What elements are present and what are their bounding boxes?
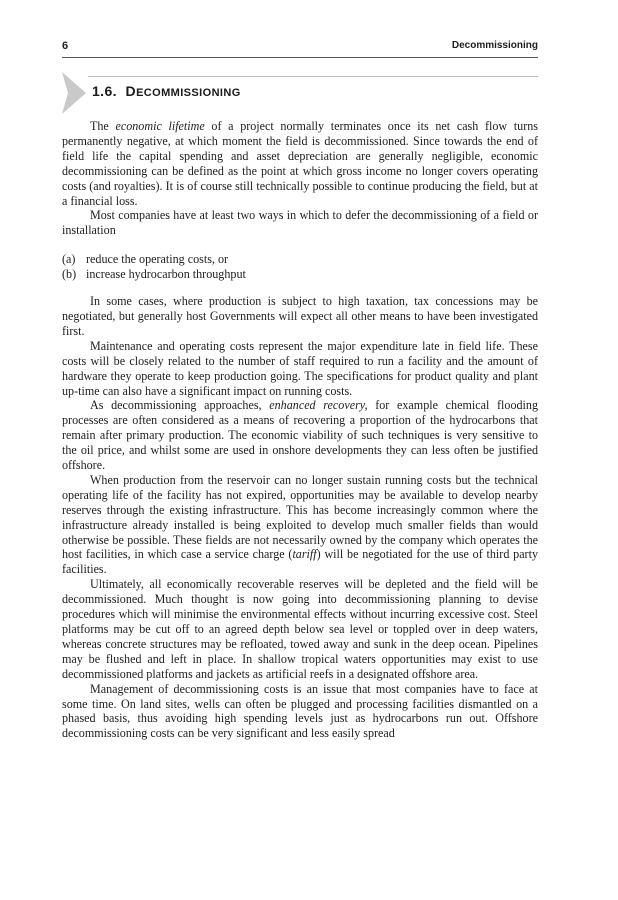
paragraph-1-text-a: The: [90, 119, 116, 133]
paragraph-6-text-b: ) will be negotiated for the use of third party facilities.: [62, 547, 538, 577]
term-enhanced-recovery: enhanced recovery,: [269, 398, 368, 413]
section-rule: [88, 76, 538, 77]
list-item-label: (b): [62, 267, 77, 282]
page-number: 6: [62, 40, 69, 52]
section-title-initial: D: [125, 83, 137, 99]
paragraph-1-text-b: of a project normally terminates once its net cash flow turns permanently negative, at which moment the field is decommissioned. Since towards the end of field life the capital spending and asset depreciation are generally negligible, economic decommissioning can be defined as the point at which gross income no longer covers operating costs (and royalties). It is of course still technically possible to continue producing the field, but at a financial loss.: [62, 119, 538, 208]
list-item: [62, 252, 538, 267]
paragraph-5: [62, 398, 538, 473]
term-tariff: tariff: [292, 547, 317, 562]
paragraph-8: Management of decommissioning costs is an issue that most companies have to face at some time. On land sites, wells can often be plugged and processing facilities dismantled on a phased basis, thus avoiding high spending levels just as hydrocarbons run out. Offshore decommissioning costs can be very significant and less easily spread: [62, 681, 538, 741]
paragraph-6: [62, 473, 538, 577]
list-item-text: reduce the operating costs, or: [86, 252, 229, 267]
page-header: [62, 40, 538, 54]
running-head: Decommissioning: [451, 40, 538, 51]
section-heading: [92, 83, 241, 99]
paragraph-5-text-b: for example chemical flooding processes are often considered as a means of recovering a proportion of the hydrocarbons that remain after primary production. The economic viability of such techniques is very sensitive to the oil price, and whilst some are used in onshore developments they can less often be justified offshore.: [62, 398, 538, 473]
paragraph-3: In some cases, where production is subject to high taxation, tax concessions may be negotiated, but generally host Governments will expect all other means to have been investigated first.: [62, 294, 538, 338]
paragraph-6-text-a: When production from the reservoir can no longer sustain running costs but the technical operating life of the facility has not expired, opportunities may be available to develop nearby reserves through the existing infrastructure. This has become increasingly common where the infrastructure already installed is being exploited to develop much smaller fields than would otherwise be possible. These fields are not necessarily owned by the company which operates the host facilities, in which case a service charge (: [62, 472, 538, 562]
list-item-text: increase hydrocarbon throughput: [86, 267, 246, 282]
term-economic-lifetime: economic lifetime: [115, 119, 205, 133]
section-number: 1.6.: [92, 83, 117, 99]
paragraph-7: Ultimately, all economically recoverable reserves will be depleted and the field will be decommissioned. Much thought is now going into decommissioning planning to devise procedures which will minimise the environmental effects without incurring excessive cost. Steel platforms may be cut off to an agreed depth below sea level or toppled over in deep waters, whereas concrete structures may be refloated, towed away and sunk in the deep ocean. Pipelines may be flushed and left in place. In shallow tropical waters opportunities may exist to use decommissioned platforms and jackets as artificial reefs in a designated offshore area.: [62, 577, 538, 681]
paragraph-1: [62, 119, 538, 208]
list-item-label: (a): [62, 252, 76, 267]
header-rule: [62, 57, 538, 58]
paragraph-2: Most companies have at least two ways in which to defer the decommissioning of a field or installation: [62, 208, 538, 238]
options-list: [62, 252, 538, 282]
paragraph-4: Maintenance and operating costs represent the major expenditure late in field life. These costs will be closely related to the number of staff required to run a facility and the amount of hardware they operate to keep production going. The specifications for product quality and plant up-time can also have a significant impact on running costs.: [62, 338, 538, 398]
section-arrow-icon: [62, 72, 88, 114]
section-title-rest: ECOMMISSIONING: [136, 87, 241, 99]
paragraph-5-text-a: As decommissioning approaches,: [90, 398, 270, 413]
list-item: [62, 267, 538, 282]
body-text: [62, 119, 538, 741]
